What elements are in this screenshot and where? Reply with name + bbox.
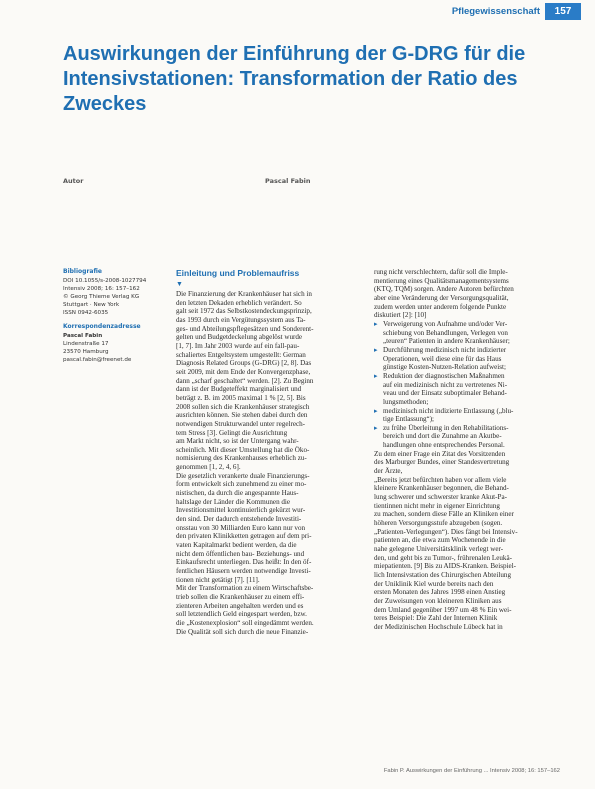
text-line: nistischen, da durch die angespannte Haus- — [176, 489, 299, 498]
bib-line: ISSN 0942-6035 — [63, 310, 109, 316]
text-line: am Markt nicht, so ist der Untergang wahr- — [176, 437, 299, 446]
text-line: [1, 7]. Im Jahr 2003 wurde auf ein fall-pau- — [176, 341, 300, 350]
bullet-text: veau und der Einsatz suboptimaler Behand- — [383, 389, 507, 398]
text-line: beträgt z. B. im 2005 maximal 1 % [2, 5]. Bis — [176, 393, 306, 402]
bullet-text: Operationen, weil diese eine für das Haus — [383, 354, 502, 363]
bullet-text: Reduktion der diagnostischen Maßnahmen — [383, 371, 505, 380]
text-line: zu machen, sondern diese Fälle an Kliniken einer — [374, 510, 514, 519]
bullet-icon: ▸ — [374, 406, 378, 415]
text-line: tientinnen nicht mehr in eigener Einrichtung — [374, 501, 500, 510]
text-line: fentlichen Häusern werden notwendige Investi- — [176, 567, 311, 575]
text-line: Mit der Transformation zu einem Wirtschaftsbe- — [176, 584, 314, 593]
text-line: tionen nicht getätigt [7]. [11]. — [176, 575, 260, 584]
korrespondenz-heading: Korrespondenzadresse — [63, 323, 141, 330]
bullet-line — [374, 381, 560, 390]
text-line: ges- und Abteilungspflegesätzen und Sonderent- — [176, 324, 314, 333]
page-footer: Fabin P. Auswirkungen der Einführung ... Intensiv 2008; 16: 157–162 — [383, 768, 560, 774]
text-line: miepatienten. [9] Bis zu AIDS-Kranken. Beispiel- — [374, 562, 517, 571]
bib-line: DOI 10.1055/s-2008-1027794 — [63, 278, 147, 284]
text-line: höheren Versorgungsstufe abzugeben (sogen. — [374, 519, 503, 528]
text-line: nicht dem öffentlichen bau- Beziehungs- und — [176, 549, 305, 558]
author-label: Autor — [63, 177, 84, 185]
text-line: tem Stress [3]. Gelingt die Ausrichtung — [176, 428, 288, 437]
bullet-line — [374, 389, 560, 398]
bullet-text: zu frühe Überleitung in den Rehabilitations- — [383, 423, 509, 432]
text-line: dem Umland gegenüber 1997 um 48 % Ein wei- — [374, 605, 512, 614]
bullet-text: tige Entlassung“); — [383, 415, 435, 424]
page-header — [0, 0, 595, 22]
section-label: Pflegewissenschaft — [451, 6, 540, 17]
bullet-line — [374, 363, 560, 372]
bullet-line — [374, 337, 560, 346]
bullet-line — [374, 424, 560, 433]
text-line: Die gesetzlich verankerte duale Finanzierungs- — [176, 471, 310, 480]
text-line: „Bereits jetzt befürchten haben vor allem viele — [374, 475, 507, 484]
bullet-line — [374, 329, 560, 338]
address-line: 23570 Hamburg — [63, 349, 109, 355]
text-line: zienteren Arbeiten angehalten werden und es — [176, 601, 304, 610]
bullet-line — [374, 415, 560, 424]
bibliografie-heading: Bibliografie — [63, 268, 102, 275]
text-line: den, und geht bis zu Tumor-, frührenalen Leukä- — [374, 553, 512, 562]
bullet-icon: ▸ — [374, 319, 378, 328]
sidebar-info — [63, 268, 169, 364]
text-column-1 — [176, 268, 360, 636]
text-line: nomisierung des Krankenhauses erheblich zu- — [176, 454, 307, 463]
text-line: (KTQ, TQM) sorgen. Andere Autoren befürchten — [374, 285, 514, 294]
text-line: gelten und Budgetdeckelung abgelöst wurde — [176, 333, 303, 342]
bullet-text: medizinisch nicht indizierte Entlassung („blu- — [383, 406, 514, 415]
text-line: Investitionsmittel kontinuierlich gekürzt wur- — [176, 506, 306, 515]
email-link[interactable]: pascal.fabin@freenet.de — [63, 357, 132, 363]
page-number-badge: 157 — [545, 3, 581, 20]
text-line: lich Intensivstation des Chirurgischen Abteilung — [374, 570, 511, 579]
text-line: den sind. Der dadurch entstehende Investiti- — [176, 515, 302, 524]
text-line: patienten an, die etwa zum Wochenende in die — [374, 536, 506, 545]
text-line: der Zuweisungen von kleineren Kliniken aus — [374, 596, 502, 605]
text-line: 2008 sollen sich die Krankenhäuser strategisch — [176, 402, 310, 411]
text-line: diskutiert [2]: [10] — [374, 311, 427, 320]
bullet-text: Durchführung medizinisch nicht indizierter — [383, 345, 507, 354]
section-arrow-icon: ▼ — [176, 280, 183, 288]
bullet-text: auf ein medizinisch nicht zu vertretenes Ni- — [383, 380, 508, 389]
bullet-line — [374, 372, 560, 381]
bullet-line — [374, 320, 560, 329]
text-line: nahe gelegene Universitätsklinik verlegt wer- — [374, 545, 504, 553]
text-line: haltslage der Länder die Kommunen die — [176, 497, 291, 506]
text-line: rung nicht verschlechtern, dafür soll die Imple- — [374, 268, 508, 276]
bullet-text: schiebung von Behandlungen, Verlegen von — [383, 328, 508, 337]
text-line: dann ist der Budgeteffekt marginalisiert und — [176, 385, 302, 394]
section-heading: Einleitung und Problemaufriss — [176, 268, 300, 278]
text-line: der Medizinischen Hochschule Lübeck hat in — [374, 622, 503, 631]
text-line: scheinlich. Mit dieser Umstellung hat die Öko- — [176, 445, 310, 454]
bullet-line — [374, 346, 560, 355]
text-line: Die Qualität soll sich durch die neue Finanzie- — [176, 627, 309, 636]
text-line: des Marburger Bundes, einer Standesvertretung — [374, 458, 510, 467]
bullet-text: handlungen ohne entsprechendes Personal. — [383, 441, 505, 450]
text-line: ausrichten können. Sie stehen dabei durch den — [176, 411, 308, 420]
bullet-line — [374, 441, 560, 450]
text-line: seit 2009, mit dem Ende der Konvergenzphase, — [176, 367, 311, 376]
text-line: teres Beispiel: Die Zahl der Internen Klinik — [374, 614, 498, 623]
text-line: Zu dem einer Frage ein Zitat des Vorsitzenden — [374, 449, 506, 458]
text-column-2 — [374, 268, 560, 632]
bullet-text: „teuren“ Patienten in andere Krankenhäuser; — [383, 337, 510, 346]
bullet-icon: ▸ — [374, 345, 378, 354]
bib-line: Intensiv 2008; 16: 157–162 — [63, 286, 140, 292]
bib-line: © Georg Thieme Verlag KG — [63, 294, 140, 300]
korrespondenz-name: Pascal Fabin — [63, 333, 103, 339]
text-line: lung schwerer und schwerster kranke Akut-Pa- — [374, 493, 507, 502]
bib-line: Stuttgart · New York — [63, 302, 120, 308]
bullet-text: bereich und dort die Zunahme an Akutbe- — [383, 432, 502, 441]
text-line: kleinere Krankenhäuser begonnen, die Behand- — [374, 484, 509, 493]
text-line: trieb sollen die Krankenhäuser zu einem effi- — [176, 592, 305, 601]
text-line: zudem werden unter anderem folgende Punkte — [374, 302, 507, 311]
text-line: onsstau von 30 Milliarden Euro kann nur von — [176, 523, 306, 532]
text-line: galt seit 1972 das Selbstkostendeckungsprinzip, — [176, 307, 312, 316]
text-line: den privaten Klinikketten getragen auf dem pri- — [176, 532, 312, 541]
bullet-icon: ▸ — [374, 423, 378, 432]
bullet-line — [374, 432, 560, 441]
text-line: Diagnosis Related Groups (G-DRG) [2, 8]. Das — [176, 359, 312, 368]
article-title: Auswirkungen der Einführung der G-DRG für die Intensivstationen: Transformation der Ratio des Zweckes — [63, 43, 526, 115]
text-line: der Uniklinik Kiel wurde bereits nach den — [374, 579, 494, 588]
address-line: Lindenstraße 17 — [63, 341, 109, 347]
text-line: dann „scharf geschaltet“ werden. [2]. Zu Beginn — [176, 376, 314, 385]
text-line: ersten Monaten des Jahres 1998 einen Anstieg — [374, 588, 506, 597]
text-line: genommen [1, 2, 4, 6]. — [176, 463, 241, 472]
text-line: den letzten Dekaden erheblich verändert. So — [176, 298, 302, 307]
bullet-text: Verweigerung von Aufnahme und/oder Ver- — [383, 319, 508, 328]
text-line: Einkaufsrecht unterliegen. Das heißt: In den öf- — [176, 558, 312, 567]
author-name: Pascal Fabin — [265, 177, 311, 185]
text-line: mentierung eines Qualitätsmanagementsystems — [374, 276, 509, 285]
bullet-line — [374, 398, 560, 407]
text-line: soll letztendlich Geld eingespart werden, bzw. — [176, 610, 307, 619]
text-line: schaliertes Entgeltsystem umgestellt: German — [176, 350, 306, 359]
bullet-icon: ▸ — [374, 371, 378, 380]
text-line: die „Kostenexplosion“ soll eingedämmt werden. — [176, 618, 314, 627]
text-line: vaten Kapitalmarkt bedient werden, da die — [176, 541, 297, 550]
text-line: form entwickelt sich zunehmend zu einer mo- — [176, 480, 307, 489]
text-line: „Patienten-Verlegungen“). Dies fängt bei Intensiv- — [374, 527, 518, 536]
bullet-line — [374, 355, 560, 364]
bullet-line — [374, 407, 560, 416]
text-line: Die Finanzierung der Krankenhäuser hat sich in — [176, 290, 312, 298]
text-line: notwendigen Strukturwandel unter regelrech- — [176, 419, 306, 428]
bullet-text: lungsmethoden; — [383, 397, 429, 406]
text-line: aber eine Veränderung der Versorgungsqualität, — [374, 293, 509, 302]
bullet-text: günstige Kosten-Nutzen-Relation aufweist; — [383, 363, 506, 372]
text-line: das 1993 durch ein Vergütungssystem aus Ta- — [176, 315, 306, 324]
text-line: der Ärzte, — [374, 467, 403, 476]
